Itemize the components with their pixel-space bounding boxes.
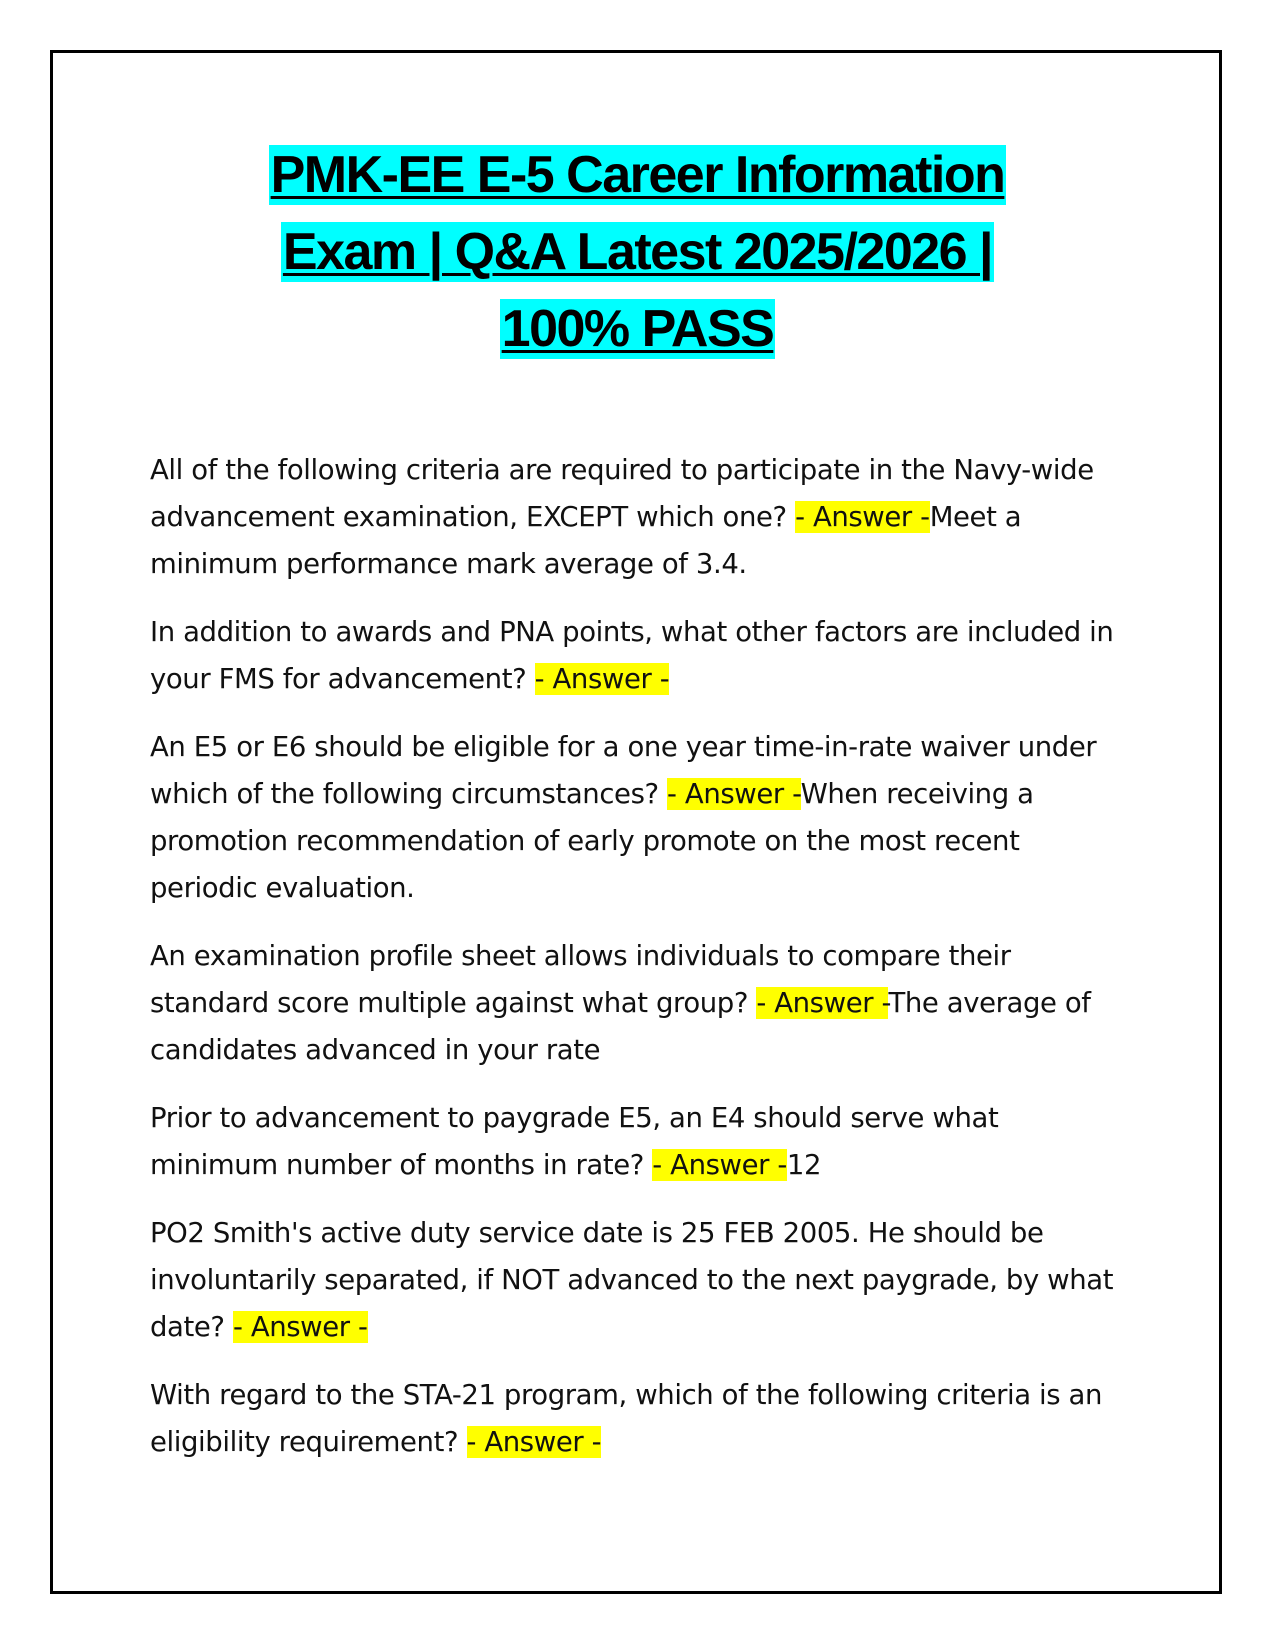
qa-item	[150, 724, 1125, 912]
qa-item	[150, 1095, 1125, 1189]
qa-item	[150, 933, 1125, 1074]
question-text: An examination profile sheet allows individuals to compare their standard score multiple against what group?	[150, 940, 1011, 1019]
question-text: All of the following criteria are required to participate in the Navy-wide advancement examination, EXCEPT which one?	[150, 454, 1094, 533]
qa-list	[150, 447, 1125, 1487]
answer-text: 12	[786, 1149, 822, 1181]
title-line-2: Exam | Q&A Latest 2025/2026 |	[282, 223, 993, 281]
answer-label: - Answer -	[652, 1149, 787, 1181]
question-text: An E5 or E6 should be eligible for a one year time-in-rate waiver under which of the following circumstances?	[150, 731, 1097, 810]
qa-item	[150, 447, 1125, 588]
answer-label: - Answer -	[756, 987, 889, 1019]
answer-label: - Answer -	[466, 1426, 602, 1458]
answer-label: - Answer -	[232, 1311, 368, 1343]
title-line-1: PMK-EE E-5 Career Information	[270, 146, 1005, 204]
answer-text: Meet a minimum performance mark average of 3.4.	[150, 501, 1022, 580]
title-line-3: 100% PASS	[501, 300, 774, 358]
answer-label: - Answer -	[667, 778, 801, 810]
document-title	[150, 145, 1125, 376]
qa-item	[150, 1372, 1125, 1466]
qa-item	[150, 1210, 1125, 1351]
answer-text: The average of candidates advanced in your rate	[150, 987, 1091, 1066]
answer-label: - Answer -	[534, 663, 670, 695]
question-text: PO2 Smith's active duty service date is 25 FEB 2005. He should be involuntarily separated, if NOT advanced to the next paygrade, by what date?	[150, 1217, 1114, 1343]
answer-text: When receiving a promotion recommendation of early promote on the most recent periodic evaluation.	[150, 778, 1034, 904]
qa-item	[150, 609, 1125, 703]
question-text: With regard to the STA-21 program, which of the following criteria is an eligibility requirement?	[150, 1379, 1103, 1458]
question-text: In addition to awards and PNA points, what other factors are included in your FMS for advancement?	[150, 616, 1114, 695]
question-text: Prior to advancement to paygrade E5, an E4 should serve what minimum number of months in rate?	[150, 1102, 999, 1181]
answer-label: - Answer -	[795, 501, 930, 533]
